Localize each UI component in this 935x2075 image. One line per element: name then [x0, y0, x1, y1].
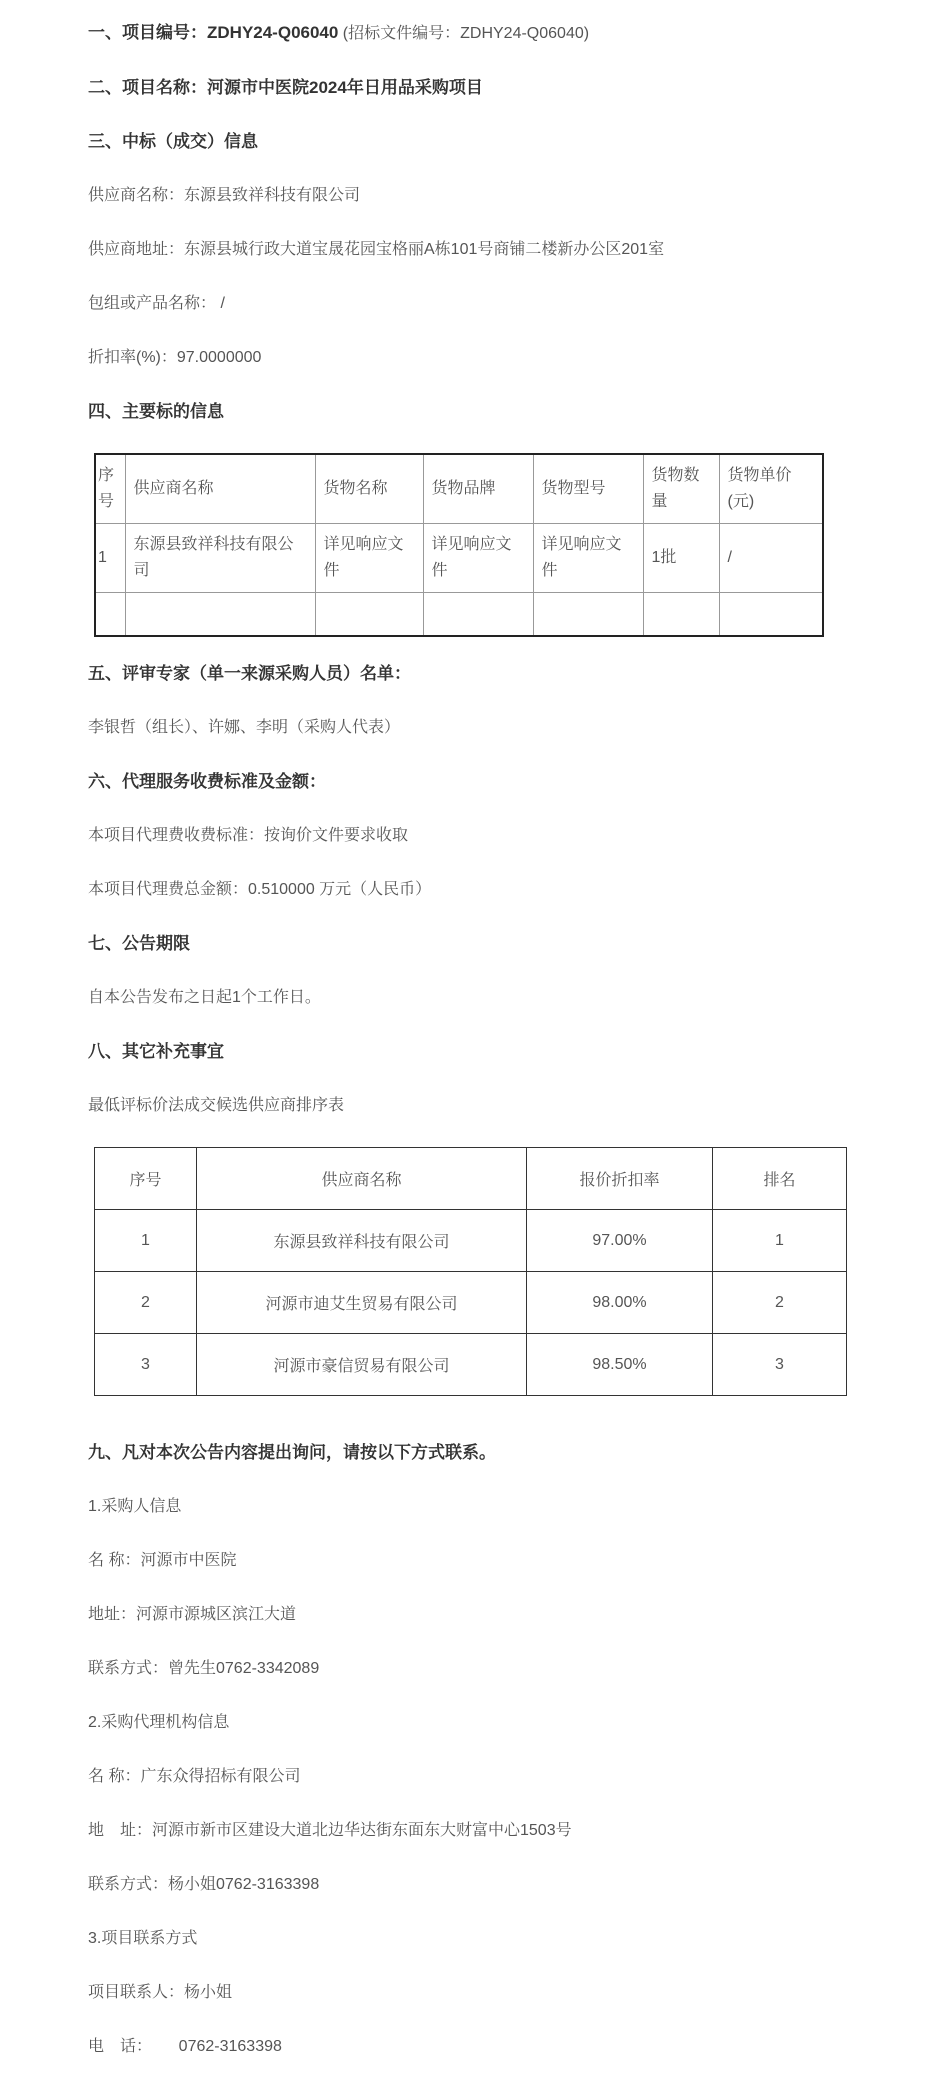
cell-empty — [643, 593, 719, 637]
ranking-table — [94, 1147, 847, 1396]
section-5-experts-heading: 五、评审专家（单一来源采购人员）名单： — [88, 664, 411, 683]
project-number-bold: 一、项目编号：ZDHY24-Q06040 — [88, 23, 339, 42]
rank-cell-rank: 3 — [713, 1334, 847, 1396]
cell-supplier: 东源县致祥科技有限公司 — [125, 524, 315, 593]
rank-col-discount: 报价折扣率 — [527, 1148, 713, 1210]
section-8-supplement-heading: 八、其它补充事宜 — [88, 1042, 224, 1061]
cell-seq: 1 — [95, 524, 125, 593]
agency-contact: 联系方式：杨小姐0762-3163398 — [88, 1876, 320, 1893]
rank-cell-supplier: 东源县致祥科技有限公司 — [197, 1210, 527, 1272]
project-contact-label: 3.项目联系方式 — [88, 1930, 198, 1947]
col-goods-price: 货物单价(元) — [719, 454, 823, 524]
ranking-header-row — [95, 1148, 847, 1210]
experts-list: 李银哲（组长）、许娜、李明（采购人代表） — [88, 719, 401, 736]
section-9-contact-heading: 九、凡对本次公告内容提出询问，请按以下方式联系。 — [88, 1443, 496, 1462]
col-goods-brand: 货物品牌 — [423, 454, 533, 524]
agency-name: 名 称：广东众得招标有限公司 — [88, 1768, 301, 1785]
cell-empty — [719, 593, 823, 637]
cell-goods-price: / — [719, 524, 823, 593]
agency-address: 地 址：河源市新市区建设大道北边华达街东面东大财富中心1503号 — [88, 1822, 572, 1839]
col-supplier: 供应商名称 — [125, 454, 315, 524]
supplier-address: 供应商地址：东源县城行政大道宝晟花园宝格丽A栋101号商铺二楼新办公区201室 — [88, 241, 665, 258]
purchaser-contact: 联系方式：曾先生0762-3342089 — [88, 1660, 320, 1677]
rank-cell-discount: 97.00% — [527, 1210, 713, 1272]
agency-info-label: 2.采购代理机构信息 — [88, 1714, 230, 1731]
project-contact-phone: 电 话： 0762-3163398 — [88, 2038, 282, 2055]
section-1-project-number — [88, 20, 895, 47]
purchaser-info-label: 1.采购人信息 — [88, 1498, 182, 1515]
section-3-award-info-heading: 三、中标（成交）信息 — [88, 132, 258, 151]
rank-cell-discount: 98.00% — [527, 1272, 713, 1334]
rank-col-seq: 序号 — [95, 1148, 197, 1210]
col-seq: 序号 — [95, 454, 125, 524]
table-row — [95, 1334, 847, 1396]
cell-empty — [315, 593, 423, 637]
table-row-empty — [95, 593, 823, 637]
supplier-name: 供应商名称：东源县致祥科技有限公司 — [88, 187, 361, 204]
rank-cell-supplier: 河源市豪信贸易有限公司 — [197, 1334, 527, 1396]
col-goods-qty: 货物数量 — [643, 454, 719, 524]
rank-col-rank: 排名 — [713, 1148, 847, 1210]
cell-goods-brand: 详见响应文件 — [423, 524, 533, 593]
table-row — [95, 524, 823, 593]
tender-doc-number: (招标文件编号：ZDHY24-Q06040) — [338, 25, 590, 42]
rank-cell-rank: 2 — [713, 1272, 847, 1334]
col-goods-model: 货物型号 — [533, 454, 643, 524]
section-6-agency-fee-heading: 六、代理服务收费标准及金额： — [88, 772, 326, 791]
notice-period-text: 自本公告发布之日起1个工作日。 — [88, 989, 321, 1006]
agency-fee-total: 本项目代理费总金额：0.510000 万元（人民币） — [88, 881, 432, 898]
purchaser-name: 名 称：河源市中医院 — [88, 1552, 237, 1569]
project-contact-person: 项目联系人：杨小姐 — [88, 1984, 233, 2001]
cell-empty — [533, 593, 643, 637]
rank-col-supplier: 供应商名称 — [197, 1148, 527, 1210]
rank-cell-rank: 1 — [713, 1210, 847, 1272]
col-goods-name: 货物名称 — [315, 454, 423, 524]
purchaser-address: 地址：河源市源城区滨江大道 — [88, 1606, 297, 1623]
rank-cell-seq: 3 — [95, 1334, 197, 1396]
rank-cell-seq: 2 — [95, 1272, 197, 1334]
section-7-notice-period-heading: 七、公告期限 — [88, 934, 190, 953]
table-row — [95, 1210, 847, 1272]
table-row — [95, 1272, 847, 1334]
section-4-main-subject-heading: 四、主要标的信息 — [88, 402, 224, 421]
main-subject-table — [94, 453, 824, 637]
cell-empty — [125, 593, 315, 637]
cell-goods-qty: 1批 — [643, 524, 719, 593]
cell-goods-model: 详见响应文件 — [533, 524, 643, 593]
rank-cell-discount: 98.50% — [527, 1334, 713, 1396]
ranking-table-caption: 最低评标价法成交候选供应商排序表 — [88, 1097, 345, 1114]
cell-empty — [95, 593, 125, 637]
package-or-product-name: 包组或产品名称： / — [88, 295, 225, 312]
rank-cell-seq: 1 — [95, 1210, 197, 1272]
section-2-project-name: 二、项目名称：河源市中医院2024年日用品采购项目 — [88, 78, 483, 97]
rank-cell-supplier: 河源市迪艾生贸易有限公司 — [197, 1272, 527, 1334]
main-table-header-row — [95, 454, 823, 524]
discount-rate: 折扣率(%)：97.0000000 — [88, 349, 262, 366]
cell-empty — [423, 593, 533, 637]
agency-fee-standard: 本项目代理费收费标准：按询价文件要求收取 — [88, 827, 409, 844]
cell-goods-name: 详见响应文件 — [315, 524, 423, 593]
